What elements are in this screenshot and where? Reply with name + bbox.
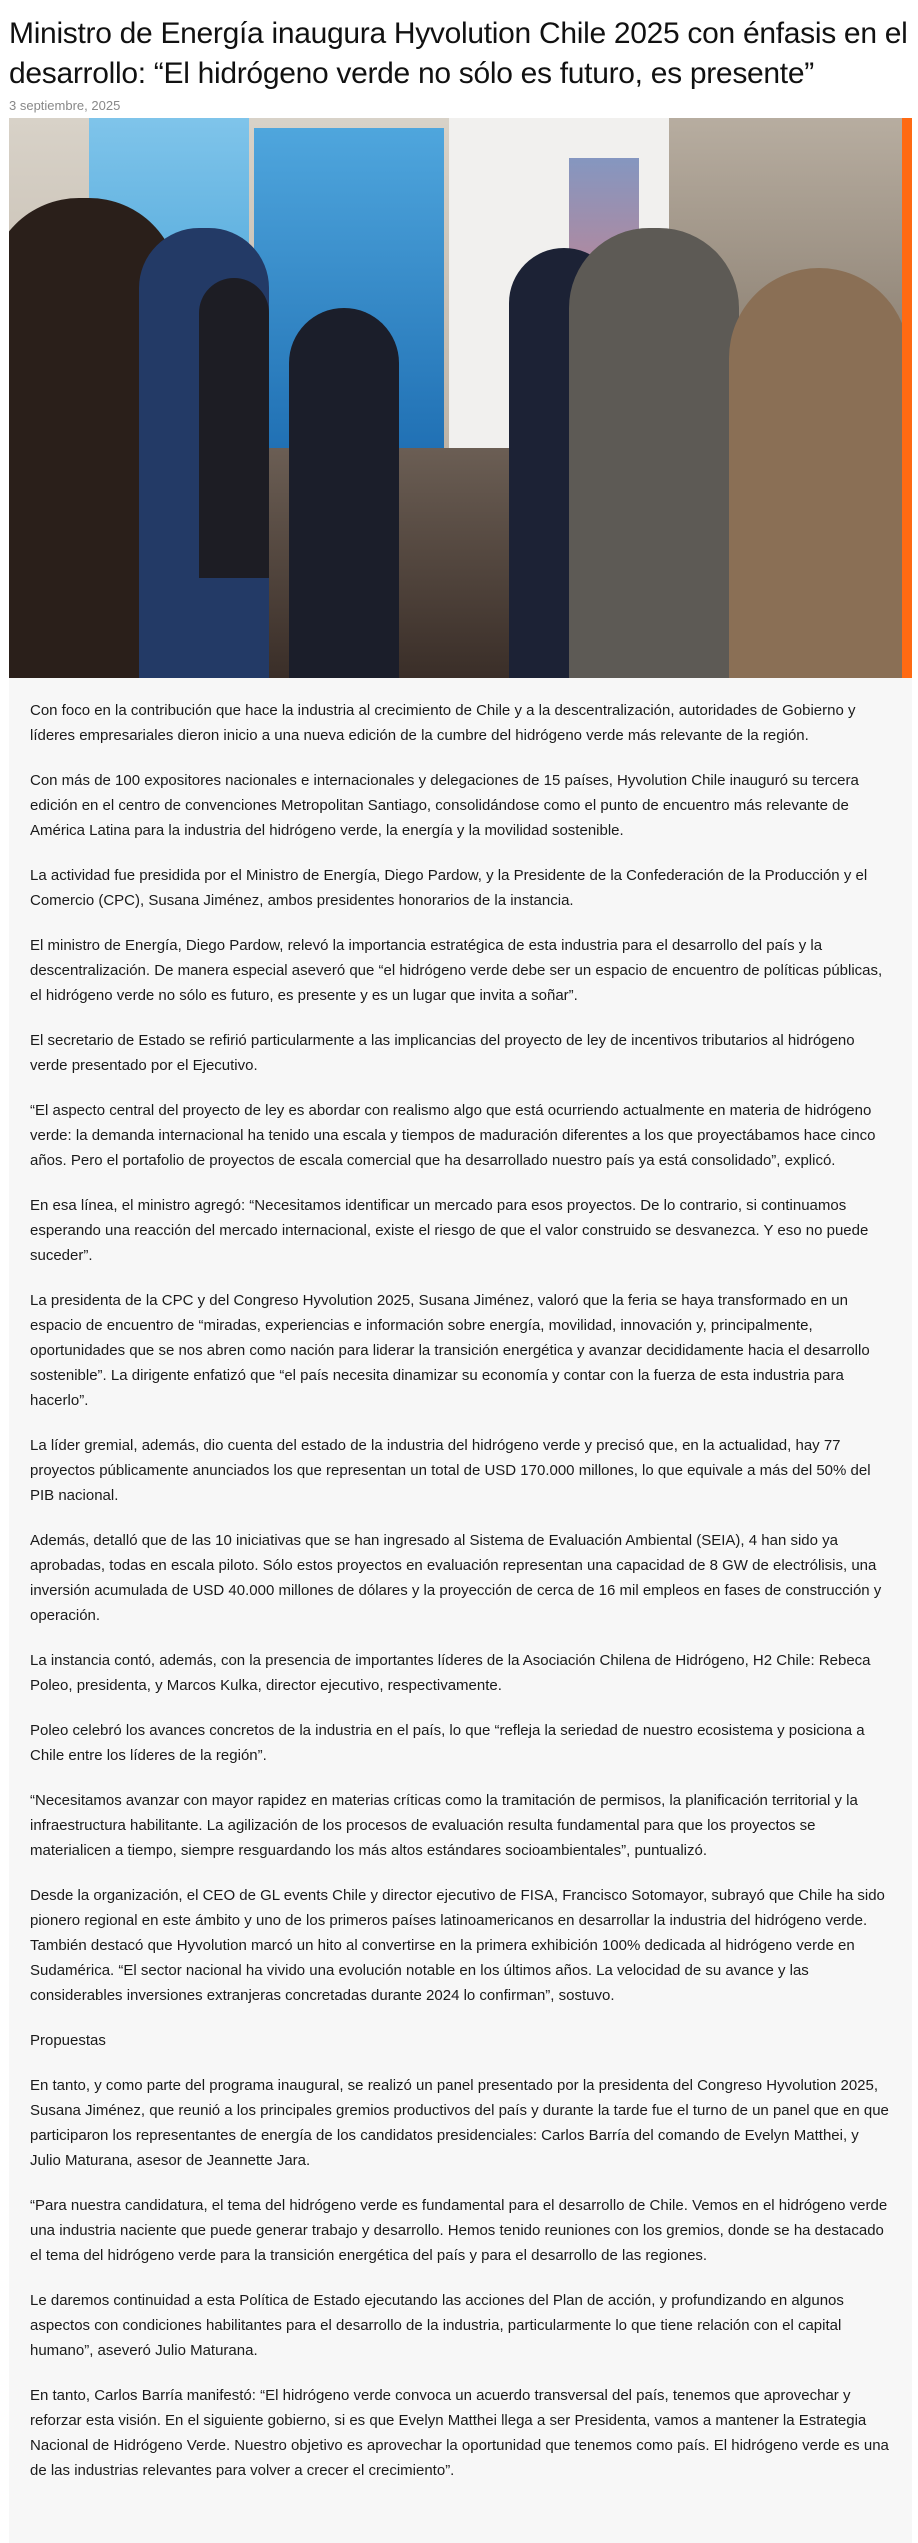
article-paragraph: La líder gremial, además, dio cuenta del estado de la industria del hidrógeno verde y precisó que, en la actualidad, hay 77 proyectos públicamente anunciados los que representan un total de USD 170.000 millones, lo que equivale a más del 50% del PIB nacional. <box>30 1437 871 1504</box>
article-paragraph: “Para nuestra candidatura, el tema del hidrógeno verde es fundamental para el desarrollo de Chile. Vemos en el hidrógeno verde una industria naciente que puede generar trabajo y desarrollo. Hemos tenido reuniones con los gremios, donde se ha destacado el tema del hidrógeno verde para la transición energética del país y para el desarrollo de las regiones. <box>30 2197 888 2264</box>
article-paragraph: En tanto, y como parte del programa inaugural, se realizó un panel presentado por la presidenta del Congreso Hyvolution 2025, Susana Jiménez, que reunió a los principales gremios productivos del país y durante la tarde fue el turno de un panel que en que participaron los representantes de energía de los candidatos presidenciales: Carlos Barría del comando de Evelyn Matthei, y Julio Maturana, asesor de Jeannette Jara. <box>30 2077 889 2169</box>
article-paragraph: En esa línea, el ministro agregó: “Necesitamos identificar un mercado para esos proyectos. De lo contrario, si continuamos esperando una reacción del mercado internacional, existe el riesgo de que el valor construido se desvanezca. Y eso no puede suceder”. <box>30 1197 869 1264</box>
article-paragraph: La instancia contó, además, con la presencia de importantes líderes de la Asociación Chilena de Hidrógeno, H2 Chile: Rebeca Poleo, presidenta, y Marcos Kulka, director ejecutivo, respectivamente. <box>30 1652 871 1694</box>
article-date: 3 septiembre, 2025 <box>9 98 121 113</box>
article-paragraph: Con más de 100 expositores nacionales e internacionales y delegaciones de 15 países, Hyvolution Chile inauguró su tercera edición en el centro de convenciones Metropolitan Santiago, consolidándose como el punto de encuentro más relevante de América Latina para la industria del hidrógeno verde, la energía y la movilidad sostenible. <box>30 772 859 839</box>
article-paragraph: En tanto, Carlos Barría manifestó: “El hidrógeno verde convoca un acuerdo transversal del país, tenemos que aprovechar y reforzar esta visión. En el siguiente gobierno, si es que Evelyn Matthei llega a ser Presidenta, vamos a mantener la Estrategia Nacional de Hidrógeno Verde. Nuestro objetivo es aprovechar la oportunidad que tenemos como país. El hidrógeno verde es una de las industrias relevantes para volver a crecer el crecimiento”. <box>30 2387 889 2479</box>
article-paragraph: Poleo celebró los avances concretos de la industria en el país, lo que “refleja la seriedad de nuestro ecosistema y posiciona a Chile entre los líderes de la región”. <box>30 1722 865 1764</box>
article-paragraph: La presidenta de la CPC y del Congreso Hyvolution 2025, Susana Jiménez, valoró que la feria se haya transformado en un espacio de encuentro de “miradas, experiencias e información sobre energía, movilidad, innovación y, principalmente, oportunidades que se nos abren como nación para liderar la transición energética y avanzar decididamente hacia el desarrollo sostenible”. La dirigente enfatizó que “el país necesita dinamizar su economía y contar con la fuerza de esta industria para hacerlo”. <box>30 1292 870 1409</box>
article-title: Ministro de Energía inaugura Hyvolution Chile 2025 con énfasis en el desarrollo: “El hidrógeno verde no sólo es futuro, es presente” <box>9 17 908 90</box>
article-paragraph: El ministro de Energía, Diego Pardow, relevó la importancia estratégica de esta industria para el desarrollo del país y la descentralización. De manera especial aseveró que “el hidrógeno verde debe ser un espacio de encuentro de políticas públicas, el hidrógeno verde no sólo es futuro, es presente y es un lugar que invita a soñar”. <box>30 937 883 1004</box>
photo-person-minister <box>569 228 739 678</box>
article-paragraph: Además, detalló que de las 10 iniciativas que se han ingresado al Sistema de Evaluación Ambiental (SEIA), 4 han sido ya aprobadas, todas en escala piloto. Sólo estos proyectos en evaluación representan una capacidad de 8 GW de electrólisis, una inversión acumulada de USD 40.000 millones de dólares y la proyección de cerca de 16 mil empleos en fases de construcción y operación. <box>30 1532 882 1624</box>
article-photo <box>9 118 902 678</box>
article-header <box>0 0 918 114</box>
article-paragraph: “El aspecto central del proyecto de ley es abordar con realismo algo que está ocurriendo actualmente en materia de hidrógeno verde: la demanda internacional ha tenido una escala y tiempos de maduración diferentes a los que proyectábamos hace cinco años. Pero el portafolio de proyectos de escala comercial que ha desarrollado nuestro país ya está consolidado”, explicó. <box>30 1102 876 1169</box>
article-paragraph: El secretario de Estado se refirió particularmente a las implicancias del proyecto de ley de incentivos tributarios al hidrógeno verde presentado por el Ejecutivo. <box>30 1032 855 1074</box>
section-heading: Propuestas <box>30 2032 106 2049</box>
photo-person-woman-2 <box>289 308 399 678</box>
article-paragraph: Le daremos continuidad a esta Política de Estado ejecutando las acciones del Plan de acción, y profundizando en algunos aspectos con condiciones habilitantes para el desarrollo de la industria, particularmente lo que tiene relación con el capital humano”, aseveró Julio Maturana. <box>30 2292 844 2359</box>
article-paragraph: “Necesitamos avanzar con mayor rapidez en materias críticas como la tramitación de permisos, la planificación territorial y la infraestructura habilitante. La agilización de los procesos de evaluación resulta fundamental para que los proyectos se materialicen a tiempo, siempre resguardando los más altos estándares socioambientales”, puntualizó. <box>30 1792 858 1859</box>
article-paragraph: Desde la organización, el CEO de GL events Chile y director ejecutivo de FISA, Francisco Sotomayor, subrayó que Chile ha sido pionero regional en este ámbito y uno de los primeros países latinoamericanos en desarrollar la industria del hidrógeno verde. También destacó que Hyvolution marcó un hito al convertirse en la primera exhibición 100% dedicada al hidrógeno verde en Sudamérica. “El sector nacional ha vivido una evolución notable en los últimos años. La velocidad de su avance y las considerables inversiones extranjeras concretadas durante 2024 lo confirman”, sostuvo. <box>30 1887 885 2004</box>
article-body <box>9 678 912 2543</box>
accent-bar <box>902 118 912 678</box>
photo-person-woman-3 <box>729 268 902 678</box>
photo-person-woman <box>199 278 269 578</box>
article-paragraph: Con foco en la contribución que hace la industria al crecimiento de Chile y a la descentralización, autoridades de Gobierno y líderes empresariales dieron inicio a una nueva edición de la cumbre del hidrógeno verde más relevante de la región. <box>30 702 856 744</box>
article-paragraph: La actividad fue presidida por el Ministro de Energía, Diego Pardow, y la Presidente de la Confederación de la Producción y el Comercio (CPC), Susana Jiménez, ambos presidentes honorarios de la instancia. <box>30 867 868 909</box>
article-photo-container <box>9 118 912 678</box>
